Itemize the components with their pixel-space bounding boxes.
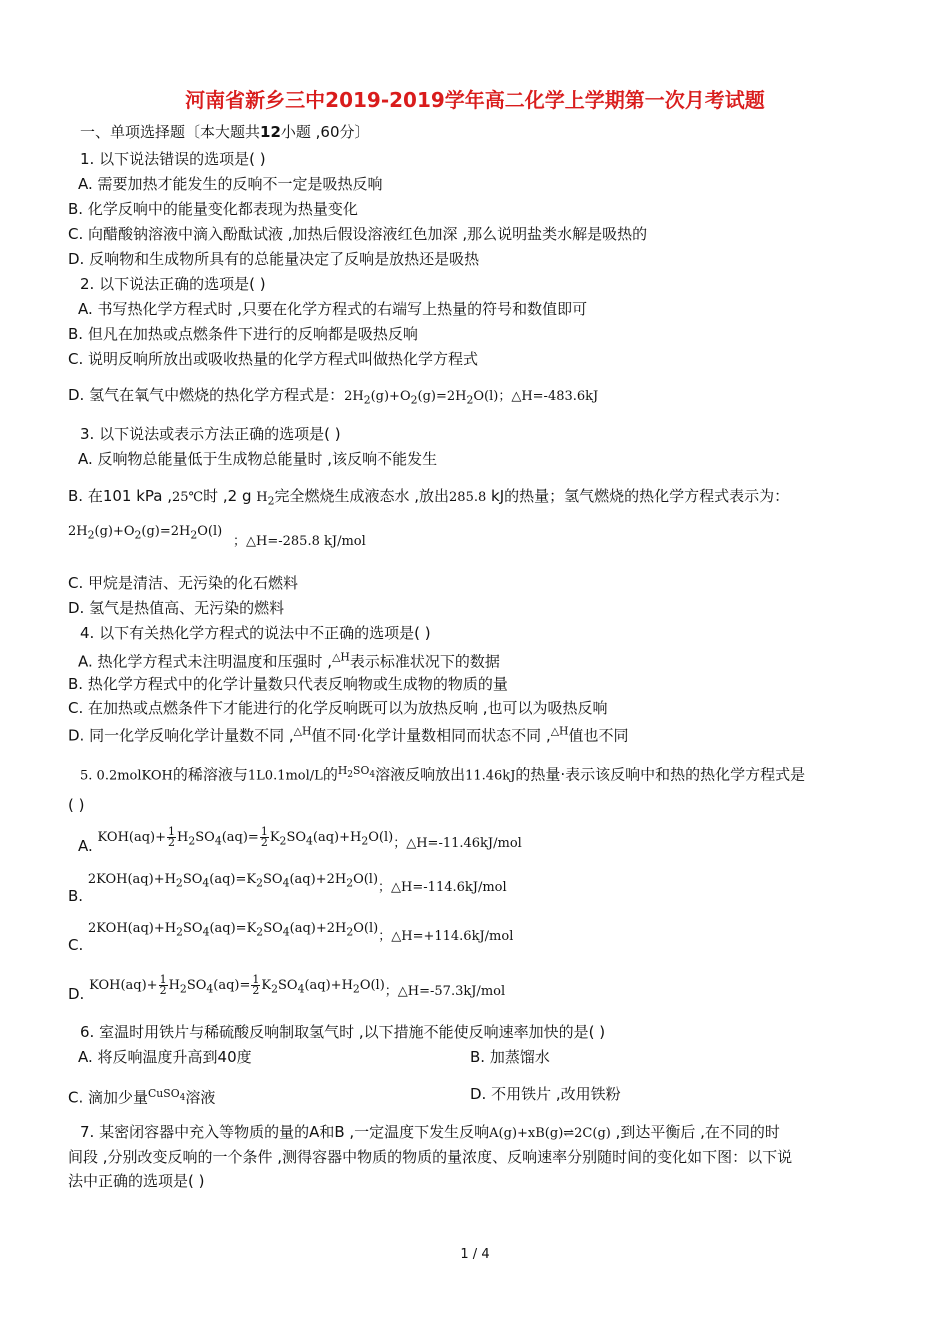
q6-stem: 6. 室温时用铁片与稀硫酸反响制取氢气时 ,以下措施不能使反响速率加快的是( ) [80, 1023, 606, 1041]
q5-num: 5. [80, 768, 97, 784]
section-count: 12 [260, 123, 281, 141]
q5-a-formula: KOH(aq)+ $\frac{1}{2}$ $H_2SO_4(aq)=$ $\frac{1}{2}$ $K_2SO_4(aq)+H_2O(l)$ [97, 825, 394, 849]
q6-option-b: B. 加蒸馏水 [470, 1048, 550, 1066]
q5-d-label: D. [68, 985, 85, 1003]
q5-s4: 的 [322, 765, 338, 784]
q7-line1-part2: ,到达平衡后 ,在不同的时 [610, 1123, 780, 1141]
q3-b-enthalpy-value: △H=-285.8 kJ/mol [246, 534, 366, 549]
q5-s2: 的稀溶液与 [172, 765, 248, 784]
q3-option-a: A. 反响物总能量低于生成物总能量时 ,该反响不能发生 [78, 450, 438, 468]
q6-option-a: A. 将反响温度升高到40度 [78, 1048, 252, 1066]
q2-stem: 2. 以下说法正确的选项是( ) [80, 275, 266, 293]
q1-option-d: D. 反响物和生成物所具有的总能量决定了反响是放热还是吸热 [68, 250, 480, 268]
q4-d-part1: D. 同一化学反响化学计量数不同 , [68, 726, 294, 745]
q3-b-enthalpy: ；△H=-285.8 kJ/mol [233, 534, 366, 549]
q5-volume: 1L0.1mol/L [247, 768, 323, 784]
q5-c-formula: $2KOH(aq)+H_2SO_4(aq)=K_2SO_4(aq)+2H_2O(l)$ [88, 921, 379, 939]
q5-option-a [78, 825, 522, 855]
q4-d-part3: 值也不同 [568, 726, 629, 745]
q7-line1-part1: 7. 某密闭容器中充入等物质的量的A和B ,一定温度下发生反响 [80, 1123, 490, 1141]
q6-c-cuso4: CuSO4 [148, 1087, 186, 1104]
q1-option-a: A. 需要加热才能发生的反响不一定是吸热反响 [78, 175, 383, 193]
q3-b-heat: 285.8 [449, 490, 487, 505]
q4-d-dh2: △H [550, 725, 569, 738]
q2-d-formula: $2H_2(g)+O_2(g)=2H_2O(l)$ [344, 389, 499, 407]
q2-option-b: B. 但凡在加热或点燃条件下进行的反响都是吸热反响 [68, 325, 418, 343]
q4-option-c: C. 在加热或点燃条件下才能进行的化学反响既可以为放热反响 ,也可以为吸热反响 [68, 699, 608, 717]
q2-option-d [68, 385, 598, 411]
q4-d-dh1: △H [293, 725, 312, 738]
q5-b-enthalpy: ；△H=-114.6kJ/mol [378, 880, 507, 895]
q1-stem: 1. 以下说法错误的选项是( ) [80, 150, 266, 168]
section-prefix: 一、单项选择题〔本大题共 [80, 123, 261, 141]
q2-option-c: C. 说明反响所放出或吸收热量的化学方程式叫做热化学方程式 [68, 350, 479, 368]
q4-stem: 4. 以下有关热化学方程式的说法中不正确的选项是( ) [80, 624, 431, 642]
q3-option-c: C. 甲烷是清洁、无污染的化石燃料 [68, 574, 299, 592]
q5-d-formula: KOH(aq)+ $\frac{1}{2}$ $H_2SO_4(aq)=$ $\frac{1}{2}$ $K_2SO_4(aq)+H_2O(l)$ [89, 973, 385, 997]
q5-option-d [68, 973, 506, 1003]
q1-option-c: C. 向醋酸钠溶液中滴入酚酞试液 ,加热后假设溶液红色加深 ,那么说明盐类水解是吸热的 [68, 225, 648, 243]
q4-option-a [78, 648, 500, 673]
section-suffix: 小题 ,60分〕 [280, 123, 370, 141]
q6-option-c [68, 1084, 215, 1109]
q3-option-d: D. 氢气是热值高、无污染的燃料 [68, 599, 285, 617]
q2-option-d-text: D. 氢气在氧气中燃烧的热化学方程式是： [68, 386, 345, 404]
section-heading [80, 122, 370, 142]
q3-b-part4: kJ的热量；氢气燃烧的热化学方程式表示为： [486, 487, 790, 505]
q5-b-formula: $2KOH(aq)+H_2SO_4(aq)=K_2SO_4(aq)+2H_2O(l)$ [87, 872, 379, 890]
q5-stem [80, 761, 805, 786]
q2-option-a: A. 书写热化学方程式时 ,只要在化学方程式的右端写上热量的符号和数值即可 [78, 300, 588, 318]
q5-koh: 0.2molKOH [96, 768, 173, 784]
q6-option-d: D. 不用铁片 ,改用铁粉 [470, 1085, 621, 1103]
q5-a-enthalpy: ；△H=-11.46kJ/mol [393, 836, 522, 851]
q3-b-equation [68, 520, 222, 546]
q4-a-part2: 表示标准状况下的数据 [349, 652, 500, 671]
q3-b-part2: 时 ,2 g [203, 487, 257, 505]
q5-c-enthalpy: ；△H=+114.6kJ/mol [378, 929, 514, 944]
q6-c-part2: 溶液 [185, 1088, 216, 1107]
q4-a-dh-symbol: △H [332, 651, 350, 664]
q5-s5: 溶液反响放出 [375, 765, 466, 784]
q5-heat: 11.46kJ [465, 768, 516, 784]
q3-b-temp: 25℃ [172, 490, 204, 505]
q4-option-d [68, 722, 629, 747]
q5-h2so4: H2SO4 [337, 764, 376, 781]
q5-option-b [68, 868, 507, 905]
q3-b-part3: 完全燃烧生成液态水 ,放出 [274, 487, 450, 505]
page-number: 1 / 4 [460, 1247, 490, 1262]
q5-d-enthalpy: ；△H=-57.3kJ/mol [384, 984, 506, 999]
q3-stem: 3. 以下说法或表示方法正确的选项是( ) [80, 425, 341, 443]
q7-line3: 法中正确的选项是( ) [68, 1172, 205, 1190]
q3-b-part1: B. 在101 kPa , [68, 487, 173, 505]
q5-s7: 的热量·表示该反响中和热的热化学方程式是 [515, 765, 806, 784]
q7-line1 [80, 1122, 780, 1144]
q5-option-c [68, 917, 514, 954]
q5-a-label: A. [78, 837, 93, 855]
q6-c-part1: C. 滴加少量 [68, 1088, 149, 1107]
q7-reaction: A(g)+xB(g)⇌2C(g) [489, 1126, 611, 1141]
q3-b-h2: $H_2$ [256, 490, 275, 508]
q2-d-enthalpy: ；△H=-483.6kJ [498, 389, 599, 404]
q1-option-b: B. 化学反响中的能量变化都表现为热量变化 [68, 200, 358, 218]
q4-a-part1: A. 热化学方程式未注明温度和压强时 , [78, 652, 333, 671]
q5-b-label: B. [68, 887, 84, 905]
q3-b-formula: $2H_2(g)+O_2(g)=2H_2O(l)$ [68, 524, 223, 542]
q7-line2: 间段 ,分别改变反响的一个条件 ,测得容器中物质的物质的量浓度、反响速率分别随时间的变化如下图：以下说 [68, 1148, 793, 1166]
q5-paren: ( ) [68, 796, 85, 814]
q4-option-b: B. 热化学方程式中的化学计量数只代表反响物或生成物的物质的量 [68, 675, 508, 693]
page-title: 河南省新乡三中2019-2019学年高二化学上学期第一次月考试题 [185, 88, 765, 112]
q5-c-label: C. [68, 936, 84, 954]
q4-d-part2: 值不同·化学计量数相同而状态不同 , [311, 726, 551, 745]
q3-option-b [68, 486, 789, 512]
